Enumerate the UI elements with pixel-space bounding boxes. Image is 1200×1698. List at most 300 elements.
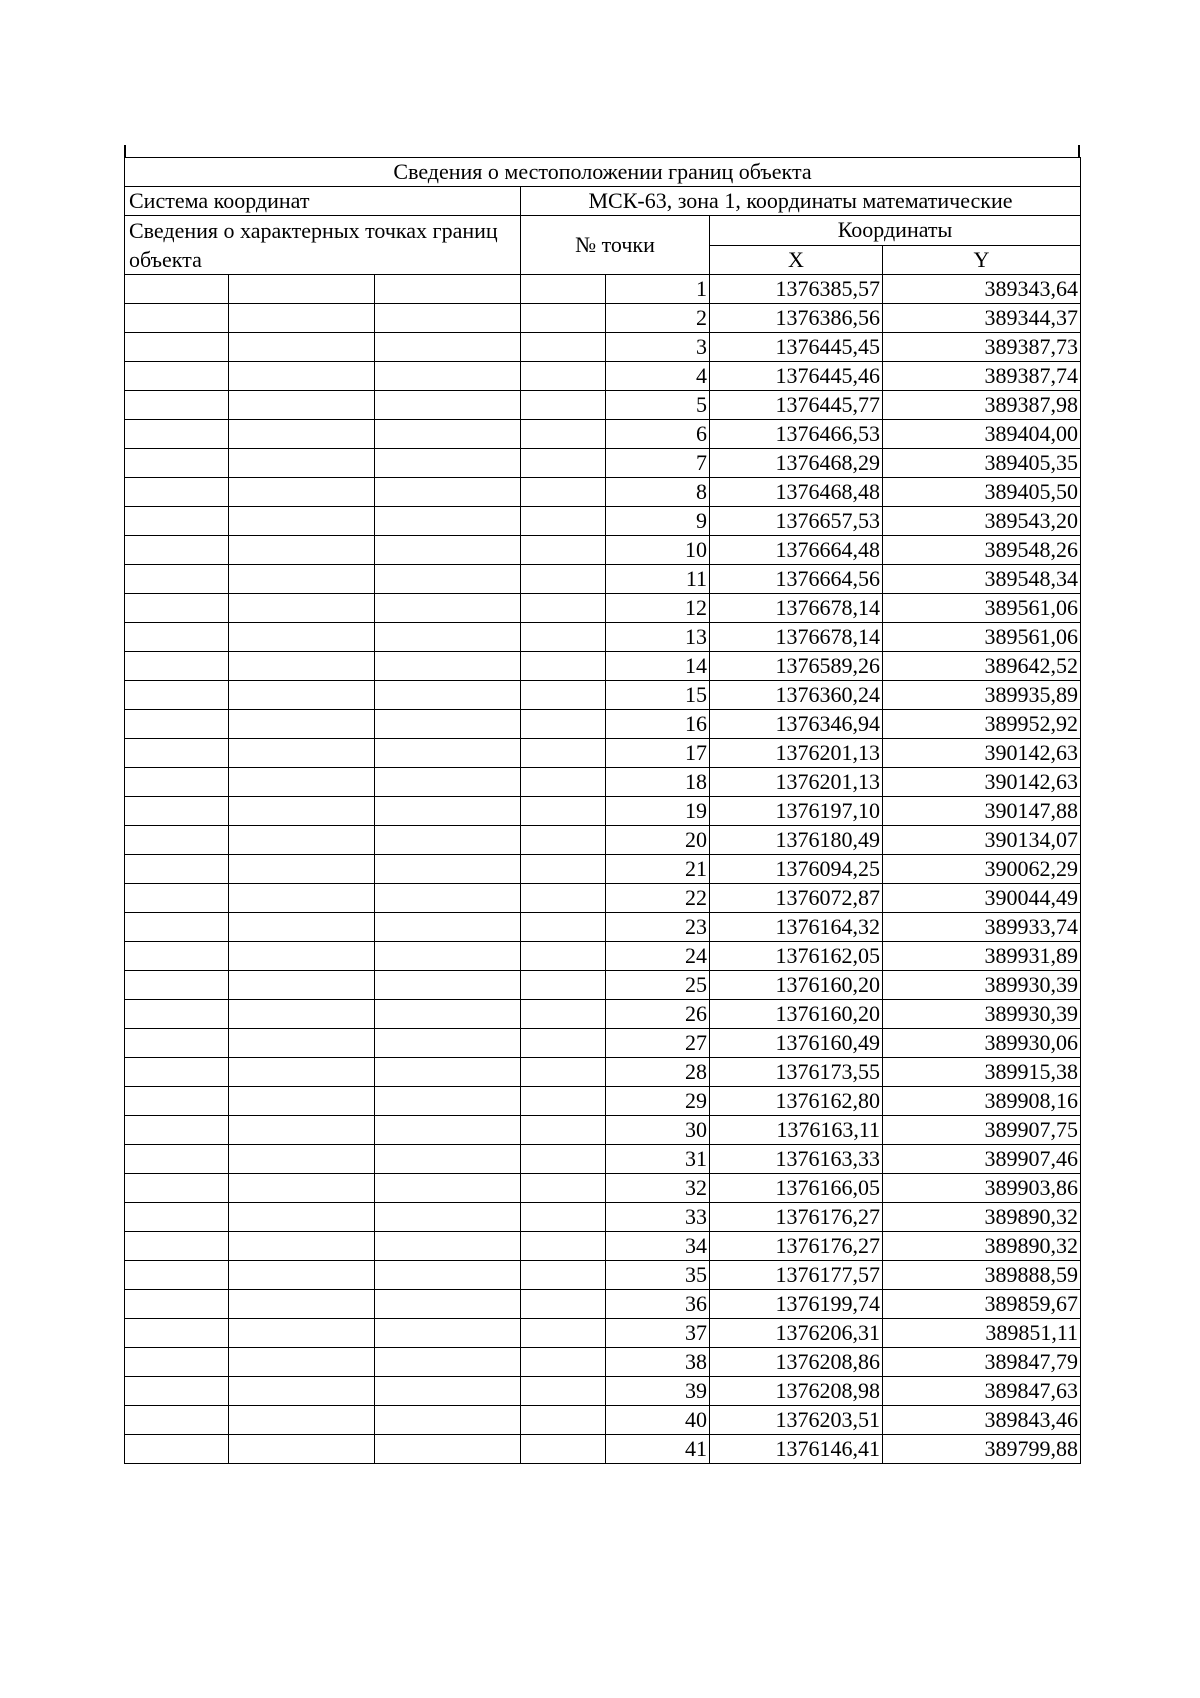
empty-cell bbox=[229, 565, 375, 594]
empty-cell bbox=[375, 333, 521, 362]
empty-cell bbox=[375, 913, 521, 942]
point-number-cell: 2 bbox=[606, 304, 710, 333]
empty-cell bbox=[521, 1348, 606, 1377]
empty-cell bbox=[375, 478, 521, 507]
empty-cell bbox=[125, 884, 229, 913]
empty-cell bbox=[125, 913, 229, 942]
point-number-cell: 16 bbox=[606, 710, 710, 739]
empty-cell bbox=[521, 507, 606, 536]
point-number-cell: 26 bbox=[606, 1000, 710, 1029]
empty-cell bbox=[375, 1261, 521, 1290]
empty-cell bbox=[375, 1290, 521, 1319]
point-number-cell: 27 bbox=[606, 1029, 710, 1058]
y-coordinate-cell: 389930,06 bbox=[883, 1029, 1081, 1058]
point-number-cell: 31 bbox=[606, 1145, 710, 1174]
empty-cell bbox=[229, 768, 375, 797]
point-number-cell: 23 bbox=[606, 913, 710, 942]
empty-cell bbox=[125, 710, 229, 739]
x-coordinate-cell: 1376094,25 bbox=[710, 855, 883, 884]
y-coordinate-cell: 390134,07 bbox=[883, 826, 1081, 855]
empty-cell bbox=[521, 855, 606, 884]
table-title: Сведения о местоположении границ объекта bbox=[125, 158, 1081, 187]
empty-cell bbox=[521, 1435, 606, 1464]
x-coordinate-cell: 1376146,41 bbox=[710, 1435, 883, 1464]
empty-cell bbox=[375, 1145, 521, 1174]
point-number-cell: 21 bbox=[606, 855, 710, 884]
y-coordinate-cell: 389908,16 bbox=[883, 1087, 1081, 1116]
table-row bbox=[125, 304, 1081, 333]
table-row bbox=[125, 420, 1081, 449]
empty-cell bbox=[375, 710, 521, 739]
coord-system-row bbox=[125, 187, 1081, 216]
x-coordinate-cell: 1376173,55 bbox=[710, 1058, 883, 1087]
empty-cell bbox=[125, 478, 229, 507]
empty-cell bbox=[375, 623, 521, 652]
empty-cell bbox=[125, 565, 229, 594]
empty-cell bbox=[125, 362, 229, 391]
x-coordinate-cell: 1376346,94 bbox=[710, 710, 883, 739]
point-number-cell: 25 bbox=[606, 971, 710, 1000]
x-coordinate-cell: 1376206,31 bbox=[710, 1319, 883, 1348]
empty-cell bbox=[229, 739, 375, 768]
empty-cell bbox=[375, 1319, 521, 1348]
empty-cell bbox=[229, 1377, 375, 1406]
point-number-cell: 14 bbox=[606, 652, 710, 681]
table-row bbox=[125, 594, 1081, 623]
x-coordinate-cell: 1376664,48 bbox=[710, 536, 883, 565]
empty-cell bbox=[521, 1087, 606, 1116]
empty-cell bbox=[125, 1319, 229, 1348]
x-coordinate-cell: 1376208,98 bbox=[710, 1377, 883, 1406]
table-row bbox=[125, 1290, 1081, 1319]
empty-cell bbox=[125, 391, 229, 420]
empty-cell bbox=[125, 1174, 229, 1203]
table-row bbox=[125, 391, 1081, 420]
table-row bbox=[125, 1116, 1081, 1145]
empty-cell bbox=[521, 681, 606, 710]
x-coordinate-cell: 1376589,26 bbox=[710, 652, 883, 681]
empty-cell bbox=[229, 913, 375, 942]
empty-cell bbox=[375, 420, 521, 449]
empty-cell bbox=[521, 1000, 606, 1029]
x-coordinate-cell: 1376468,29 bbox=[710, 449, 883, 478]
y-coordinate-cell: 389799,88 bbox=[883, 1435, 1081, 1464]
y-coordinate-cell: 389387,74 bbox=[883, 362, 1081, 391]
table-row bbox=[125, 652, 1081, 681]
empty-cell bbox=[521, 1377, 606, 1406]
y-coordinate-cell: 389930,39 bbox=[883, 1000, 1081, 1029]
empty-cell bbox=[125, 1058, 229, 1087]
x-coordinate-cell: 1376160,49 bbox=[710, 1029, 883, 1058]
x-coordinate-cell: 1376466,53 bbox=[710, 420, 883, 449]
empty-cell bbox=[229, 1406, 375, 1435]
empty-cell bbox=[521, 1290, 606, 1319]
coord-system-label: Система координат bbox=[125, 187, 521, 216]
table-row bbox=[125, 942, 1081, 971]
empty-cell bbox=[125, 1116, 229, 1145]
empty-cell bbox=[521, 884, 606, 913]
empty-cell bbox=[375, 855, 521, 884]
empty-cell bbox=[521, 391, 606, 420]
empty-cell bbox=[375, 1232, 521, 1261]
x-header: X bbox=[710, 245, 883, 275]
empty-cell bbox=[375, 304, 521, 333]
table-row bbox=[125, 1261, 1081, 1290]
point-number-cell: 24 bbox=[606, 942, 710, 971]
header-row-1 bbox=[125, 216, 1081, 246]
y-coordinate-cell: 389548,34 bbox=[883, 565, 1081, 594]
empty-cell bbox=[125, 1087, 229, 1116]
point-number-cell: 6 bbox=[606, 420, 710, 449]
empty-cell bbox=[229, 536, 375, 565]
point-number-cell: 11 bbox=[606, 565, 710, 594]
point-number-cell: 22 bbox=[606, 884, 710, 913]
empty-cell bbox=[521, 1029, 606, 1058]
empty-cell bbox=[229, 275, 375, 304]
x-coordinate-cell: 1376445,45 bbox=[710, 333, 883, 362]
point-number-cell: 35 bbox=[606, 1261, 710, 1290]
empty-cell bbox=[375, 1116, 521, 1145]
empty-cell bbox=[521, 536, 606, 565]
empty-cell bbox=[375, 1348, 521, 1377]
empty-cell bbox=[521, 710, 606, 739]
empty-cell bbox=[521, 275, 606, 304]
table-row bbox=[125, 565, 1081, 594]
point-number-cell: 9 bbox=[606, 507, 710, 536]
point-number-cell: 37 bbox=[606, 1319, 710, 1348]
table-row bbox=[125, 681, 1081, 710]
point-number-cell: 3 bbox=[606, 333, 710, 362]
empty-cell bbox=[229, 420, 375, 449]
empty-cell bbox=[229, 1319, 375, 1348]
empty-cell bbox=[375, 768, 521, 797]
x-coordinate-cell: 1376166,05 bbox=[710, 1174, 883, 1203]
empty-cell bbox=[125, 652, 229, 681]
y-coordinate-cell: 389952,92 bbox=[883, 710, 1081, 739]
empty-cell bbox=[375, 449, 521, 478]
point-number-header: № точки bbox=[521, 216, 710, 275]
empty-cell bbox=[125, 739, 229, 768]
empty-cell bbox=[229, 1203, 375, 1232]
x-coordinate-cell: 1376445,46 bbox=[710, 362, 883, 391]
point-number-cell: 12 bbox=[606, 594, 710, 623]
x-coordinate-cell: 1376386,56 bbox=[710, 304, 883, 333]
point-number-cell: 8 bbox=[606, 478, 710, 507]
empty-cell bbox=[521, 623, 606, 652]
empty-cell bbox=[125, 333, 229, 362]
coord-system-value: МСК-63, зона 1, координаты математические bbox=[521, 187, 1081, 216]
points-info-label: Сведения о характерных точках границ объекта bbox=[125, 216, 521, 275]
empty-cell bbox=[521, 739, 606, 768]
point-number-cell: 1 bbox=[606, 275, 710, 304]
point-number-cell: 36 bbox=[606, 1290, 710, 1319]
table-row bbox=[125, 362, 1081, 391]
table-body bbox=[125, 158, 1081, 1464]
empty-cell bbox=[229, 1000, 375, 1029]
empty-cell bbox=[229, 623, 375, 652]
empty-cell bbox=[125, 304, 229, 333]
empty-cell bbox=[125, 536, 229, 565]
y-coordinate-cell: 389931,89 bbox=[883, 942, 1081, 971]
empty-cell bbox=[229, 797, 375, 826]
empty-cell bbox=[375, 826, 521, 855]
table-row bbox=[125, 1319, 1081, 1348]
empty-cell bbox=[375, 1435, 521, 1464]
coordinates-header: Координаты bbox=[710, 216, 1081, 246]
empty-cell bbox=[229, 594, 375, 623]
point-number-cell: 7 bbox=[606, 449, 710, 478]
empty-cell bbox=[229, 826, 375, 855]
point-number-cell: 41 bbox=[606, 1435, 710, 1464]
table-row bbox=[125, 797, 1081, 826]
empty-cell bbox=[229, 391, 375, 420]
empty-cell bbox=[125, 420, 229, 449]
y-coordinate-cell: 389405,35 bbox=[883, 449, 1081, 478]
empty-cell bbox=[375, 1000, 521, 1029]
empty-cell bbox=[125, 1406, 229, 1435]
x-coordinate-cell: 1376203,51 bbox=[710, 1406, 883, 1435]
empty-cell bbox=[521, 797, 606, 826]
empty-cell bbox=[521, 565, 606, 594]
empty-cell bbox=[375, 1406, 521, 1435]
empty-cell bbox=[125, 855, 229, 884]
empty-cell bbox=[521, 1058, 606, 1087]
y-coordinate-cell: 389933,74 bbox=[883, 913, 1081, 942]
empty-cell bbox=[125, 1348, 229, 1377]
empty-cell bbox=[521, 1203, 606, 1232]
empty-cell bbox=[125, 681, 229, 710]
point-number-cell: 28 bbox=[606, 1058, 710, 1087]
title-row bbox=[125, 158, 1081, 187]
x-coordinate-cell: 1376199,74 bbox=[710, 1290, 883, 1319]
empty-cell bbox=[229, 681, 375, 710]
y-coordinate-cell: 389404,00 bbox=[883, 420, 1081, 449]
table-row bbox=[125, 333, 1081, 362]
empty-cell bbox=[521, 362, 606, 391]
table-row bbox=[125, 710, 1081, 739]
empty-cell bbox=[229, 855, 375, 884]
boundary-points-table bbox=[124, 157, 1081, 1464]
empty-cell bbox=[375, 507, 521, 536]
y-coordinate-cell: 389405,50 bbox=[883, 478, 1081, 507]
table-row bbox=[125, 739, 1081, 768]
table-row bbox=[125, 536, 1081, 565]
y-coordinate-cell: 390142,63 bbox=[883, 768, 1081, 797]
empty-cell bbox=[125, 1435, 229, 1464]
table-row bbox=[125, 884, 1081, 913]
empty-cell bbox=[125, 507, 229, 536]
empty-cell bbox=[229, 1290, 375, 1319]
y-coordinate-cell: 389642,52 bbox=[883, 652, 1081, 681]
x-coordinate-cell: 1376160,20 bbox=[710, 971, 883, 1000]
empty-cell bbox=[229, 507, 375, 536]
y-coordinate-cell: 389561,06 bbox=[883, 623, 1081, 652]
y-coordinate-cell: 389930,39 bbox=[883, 971, 1081, 1000]
empty-cell bbox=[375, 362, 521, 391]
y-coordinate-cell: 389915,38 bbox=[883, 1058, 1081, 1087]
x-coordinate-cell: 1376208,86 bbox=[710, 1348, 883, 1377]
point-number-cell: 20 bbox=[606, 826, 710, 855]
table-row bbox=[125, 1435, 1081, 1464]
x-coordinate-cell: 1376163,33 bbox=[710, 1145, 883, 1174]
empty-cell bbox=[125, 1290, 229, 1319]
table-row bbox=[125, 1029, 1081, 1058]
empty-cell bbox=[229, 1145, 375, 1174]
table-row bbox=[125, 1203, 1081, 1232]
empty-cell bbox=[125, 942, 229, 971]
y-coordinate-cell: 389888,59 bbox=[883, 1261, 1081, 1290]
point-number-cell: 34 bbox=[606, 1232, 710, 1261]
table-row bbox=[125, 275, 1081, 304]
empty-cell bbox=[521, 1319, 606, 1348]
empty-cell bbox=[229, 449, 375, 478]
table-row bbox=[125, 1348, 1081, 1377]
point-number-cell: 5 bbox=[606, 391, 710, 420]
y-coordinate-cell: 390062,29 bbox=[883, 855, 1081, 884]
y-coordinate-cell: 389548,26 bbox=[883, 536, 1081, 565]
empty-cell bbox=[125, 1377, 229, 1406]
empty-cell bbox=[521, 333, 606, 362]
empty-cell bbox=[229, 1174, 375, 1203]
empty-cell bbox=[521, 594, 606, 623]
empty-cell bbox=[125, 623, 229, 652]
point-number-cell: 38 bbox=[606, 1348, 710, 1377]
y-coordinate-cell: 389890,32 bbox=[883, 1232, 1081, 1261]
empty-cell bbox=[375, 652, 521, 681]
x-coordinate-cell: 1376164,32 bbox=[710, 913, 883, 942]
empty-cell bbox=[521, 942, 606, 971]
empty-cell bbox=[375, 1174, 521, 1203]
point-number-cell: 13 bbox=[606, 623, 710, 652]
empty-cell bbox=[375, 884, 521, 913]
empty-cell bbox=[375, 1058, 521, 1087]
table-row bbox=[125, 1087, 1081, 1116]
x-coordinate-cell: 1376160,20 bbox=[710, 1000, 883, 1029]
x-coordinate-cell: 1376201,13 bbox=[710, 739, 883, 768]
empty-cell bbox=[229, 652, 375, 681]
y-coordinate-cell: 389387,98 bbox=[883, 391, 1081, 420]
empty-cell bbox=[521, 1145, 606, 1174]
point-number-cell: 33 bbox=[606, 1203, 710, 1232]
table-row bbox=[125, 913, 1081, 942]
empty-cell bbox=[521, 449, 606, 478]
empty-cell bbox=[521, 768, 606, 797]
x-coordinate-cell: 1376468,48 bbox=[710, 478, 883, 507]
y-coordinate-cell: 389903,86 bbox=[883, 1174, 1081, 1203]
y-coordinate-cell: 389859,67 bbox=[883, 1290, 1081, 1319]
empty-cell bbox=[229, 1232, 375, 1261]
point-number-cell: 17 bbox=[606, 739, 710, 768]
empty-cell bbox=[375, 275, 521, 304]
y-coordinate-cell: 389935,89 bbox=[883, 681, 1081, 710]
y-coordinate-cell: 389387,73 bbox=[883, 333, 1081, 362]
table-row bbox=[125, 768, 1081, 797]
empty-cell bbox=[521, 1116, 606, 1145]
y-coordinate-cell: 389843,46 bbox=[883, 1406, 1081, 1435]
empty-cell bbox=[521, 304, 606, 333]
empty-cell bbox=[125, 1000, 229, 1029]
empty-cell bbox=[125, 1232, 229, 1261]
table-top-left-rule bbox=[124, 145, 126, 157]
x-coordinate-cell: 1376177,57 bbox=[710, 1261, 883, 1290]
empty-cell bbox=[125, 449, 229, 478]
point-number-cell: 19 bbox=[606, 797, 710, 826]
empty-cell bbox=[521, 420, 606, 449]
empty-cell bbox=[521, 478, 606, 507]
empty-cell bbox=[375, 1203, 521, 1232]
table-row bbox=[125, 855, 1081, 884]
empty-cell bbox=[375, 1087, 521, 1116]
x-coordinate-cell: 1376162,05 bbox=[710, 942, 883, 971]
y-coordinate-cell: 389890,32 bbox=[883, 1203, 1081, 1232]
x-coordinate-cell: 1376657,53 bbox=[710, 507, 883, 536]
y-coordinate-cell: 390142,63 bbox=[883, 739, 1081, 768]
empty-cell bbox=[125, 797, 229, 826]
x-coordinate-cell: 1376201,13 bbox=[710, 768, 883, 797]
x-coordinate-cell: 1376072,87 bbox=[710, 884, 883, 913]
y-coordinate-cell: 389343,64 bbox=[883, 275, 1081, 304]
empty-cell bbox=[375, 391, 521, 420]
table-row bbox=[125, 1145, 1081, 1174]
empty-cell bbox=[229, 1029, 375, 1058]
empty-cell bbox=[521, 1261, 606, 1290]
empty-cell bbox=[125, 594, 229, 623]
x-coordinate-cell: 1376180,49 bbox=[710, 826, 883, 855]
point-number-cell: 10 bbox=[606, 536, 710, 565]
y-coordinate-cell: 390147,88 bbox=[883, 797, 1081, 826]
empty-cell bbox=[375, 681, 521, 710]
empty-cell bbox=[125, 1145, 229, 1174]
x-coordinate-cell: 1376664,56 bbox=[710, 565, 883, 594]
y-coordinate-cell: 389851,11 bbox=[883, 1319, 1081, 1348]
empty-cell bbox=[521, 1406, 606, 1435]
empty-cell bbox=[125, 826, 229, 855]
empty-cell bbox=[229, 710, 375, 739]
empty-cell bbox=[125, 275, 229, 304]
x-coordinate-cell: 1376176,27 bbox=[710, 1232, 883, 1261]
empty-cell bbox=[375, 565, 521, 594]
table-row bbox=[125, 1000, 1081, 1029]
empty-cell bbox=[229, 1435, 375, 1464]
empty-cell bbox=[375, 797, 521, 826]
empty-cell bbox=[229, 1058, 375, 1087]
table-row bbox=[125, 1058, 1081, 1087]
empty-cell bbox=[229, 884, 375, 913]
table-row bbox=[125, 623, 1081, 652]
y-coordinate-cell: 389543,20 bbox=[883, 507, 1081, 536]
y-coordinate-cell: 389561,06 bbox=[883, 594, 1081, 623]
x-coordinate-cell: 1376385,57 bbox=[710, 275, 883, 304]
x-coordinate-cell: 1376678,14 bbox=[710, 594, 883, 623]
point-number-cell: 30 bbox=[606, 1116, 710, 1145]
empty-cell bbox=[375, 739, 521, 768]
empty-cell bbox=[229, 1261, 375, 1290]
y-coordinate-cell: 389847,79 bbox=[883, 1348, 1081, 1377]
empty-cell bbox=[375, 1377, 521, 1406]
x-coordinate-cell: 1376445,77 bbox=[710, 391, 883, 420]
table-row bbox=[125, 507, 1081, 536]
y-coordinate-cell: 390044,49 bbox=[883, 884, 1081, 913]
y-header: Y bbox=[883, 245, 1081, 275]
empty-cell bbox=[229, 304, 375, 333]
table-row bbox=[125, 1377, 1081, 1406]
empty-cell bbox=[125, 1203, 229, 1232]
empty-cell bbox=[229, 1087, 375, 1116]
empty-cell bbox=[229, 362, 375, 391]
empty-cell bbox=[375, 594, 521, 623]
y-coordinate-cell: 389907,75 bbox=[883, 1116, 1081, 1145]
x-coordinate-cell: 1376162,80 bbox=[710, 1087, 883, 1116]
